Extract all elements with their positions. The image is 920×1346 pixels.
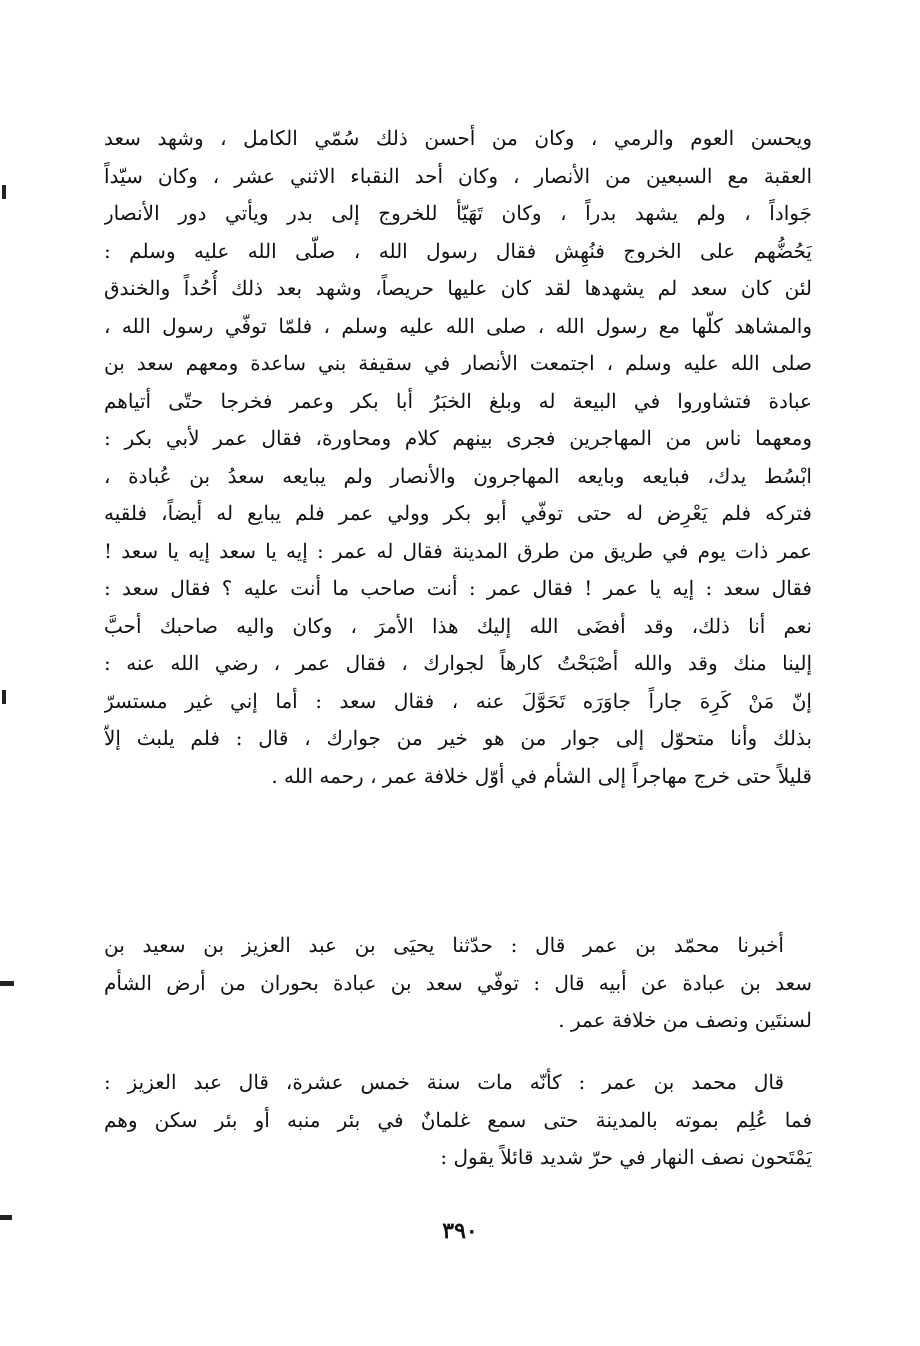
text-line: يَحُضُّهم على الخروج فنُهِش فقال رسول الله ، صلّى الله عليه وسلم :: [104, 238, 812, 263]
text-line: عبادة فتشاوروا في البيعة له وبلغ الخبَرُ أبا بكر وعمر فخرجا حتّى أتياهم: [104, 388, 812, 413]
text-line: ومعهما ناس من المهاجرين فجرى بينهم كلام ومحاورة، فقال عمر لأبي بكر :: [104, 426, 812, 450]
page-number: ٣٩٠: [442, 1218, 478, 1244]
text-line: جَواداً ، ولم يشهد بدراً ، وكان تَهَيّأ للخروج إلى بدر ويأتي دور الأنصار: [104, 201, 812, 225]
paragraph-1: [104, 120, 812, 795]
margin-mark: [0, 981, 14, 986]
text-line: ويحسن العوم والرمي ، وكان من أحسن ذلك سُمّي الكامل ، وشهد سعد: [104, 126, 812, 150]
margin-mark: [2, 690, 6, 704]
paragraph-2: [104, 927, 812, 1040]
text-line: العقبة مع السبعين من الأنصار ، وكان أحد النقباء الاثني عشر ، وكان سيّداً: [104, 163, 812, 188]
text-line: قال محمد بن عمر : كأنّه مات سنة خمس عشرة، قال عبد العزيز :: [104, 1070, 784, 1094]
text-line: سعد بن عبادة عن أبيه قال : توفّي سعد بن عبادة بحوران من أرض الشأم: [104, 970, 812, 995]
text-line: قليلاً حتى خرج مهاجراً إلى الشأم في أوّل خلافة عمر ، رحمه الله .: [271, 763, 812, 788]
text-line: صلى الله عليه وسلم ، اجتمعت الأنصار في سقيفة بني ساعدة ومعهم سعد بن: [104, 351, 812, 375]
text-line: فقال سعد : إيه يا عمر ! فقال عمر : أنت صاحب ما أنت عليه ؟ فقال سعد :: [104, 576, 812, 600]
text-line: لسنتَين ونصف من خلافة عمر .: [558, 1008, 812, 1032]
text-line: نعم أنا ذلك، وقد أفضَى الله إليك هذا الأمرَ ، وكان واليه صاحبك أحبَّ: [104, 613, 812, 638]
paragraph-3: [104, 1064, 812, 1177]
text-line: لئن كان سعد لم يشهدها لقد كان عليها حريصاً، وشهد بعد ذلك أُحُداً والخندق: [104, 276, 812, 300]
text-line: فما عُلِم بموته بالمدينة حتى سمع غلمانٌ في بئر منبه أو بئر سكن وهم: [104, 1107, 812, 1132]
text-line: ابْسُط يدك، فبايعه وبايعه المهاجرون والأنصار ولم يبايعه سعدُ بن عُبادة ،: [104, 463, 812, 488]
text-line: بذلك وأنا متحوّل إلى جوار من هو خير من جوارك ، قال : فلم يلبث إلاّ: [104, 726, 812, 750]
text-line: إنّ مَنْ كَرِهَ جاراً جاوَرَه تَحَوَّلَ عنه ، فقال سعد : أما إني غير مستسرّ: [104, 688, 812, 713]
text-line: فتركه فلم يَعْرِض له حتى توفّي أبو بكر وولي عمر فلم يبايع له أيضاً، فلقيه: [104, 501, 812, 525]
margin-mark: [2, 185, 6, 199]
text-line: إلينا منك وقد والله أصْبَحْتُ كارهاً لجوارك ، فقال عمر ، رضي الله عنه :: [104, 651, 812, 675]
text-line: يَمْتَحون نصف النهار في حرّ شديد قائلاً يقول :: [440, 1145, 812, 1169]
text-line: والمشاهد كلّها مع رسول الله ، صلى الله عليه وسلم ، فلمّا توفّي رسول الله ،: [104, 313, 812, 338]
text-line: عمر ذات يوم في طريق من طرق المدينة فقال له عمر : إيه يا سعد إيه يا سعد !: [104, 538, 812, 563]
text-line: أخبرنا محمّد بن عمر قال : حدّثنا يحيَى بن عبد العزيز بن سعيد بن: [104, 933, 784, 957]
